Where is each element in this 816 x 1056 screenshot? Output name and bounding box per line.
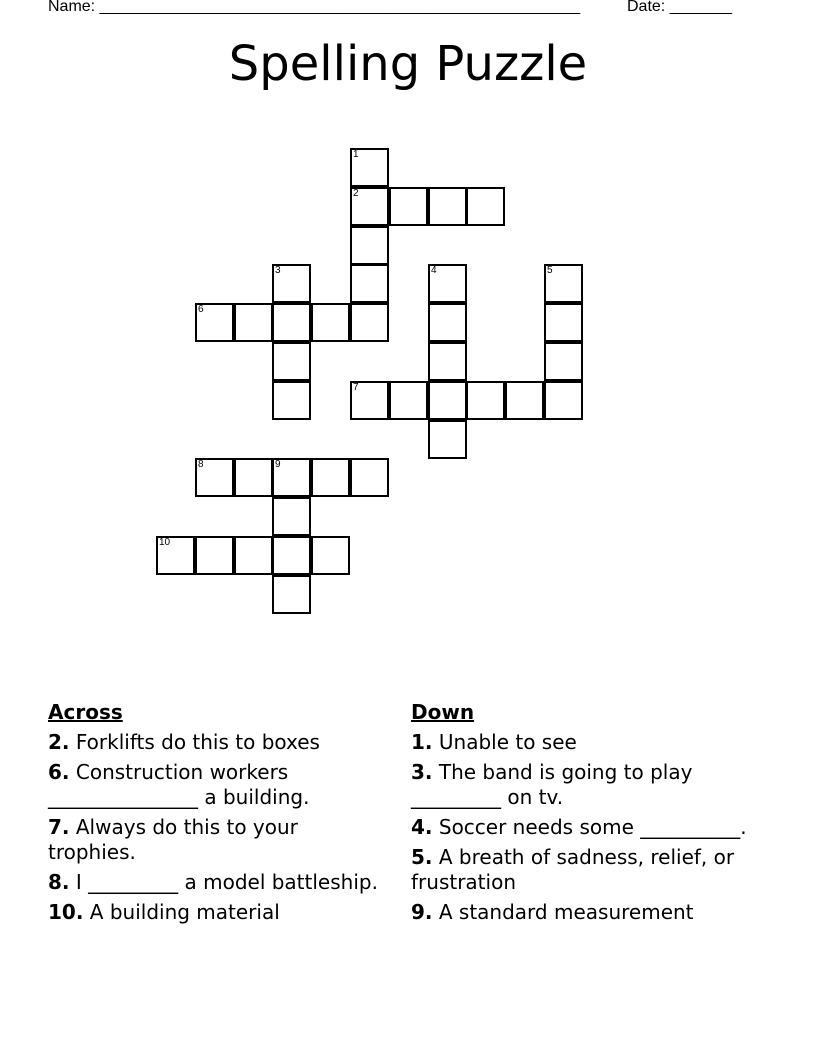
grid-cell[interactable] [234, 536, 273, 575]
clue-number: 3. [411, 760, 433, 784]
grid-cell[interactable] [505, 381, 544, 420]
grid-cell[interactable] [272, 264, 311, 303]
grid-cell[interactable] [544, 342, 583, 381]
grid-cell[interactable] [311, 303, 350, 342]
clue-text: The band is going to play _________ on tv. [411, 760, 693, 809]
across-clue-10 [48, 900, 388, 925]
cell-number: 8 [198, 459, 204, 470]
grid-cell[interactable] [272, 381, 311, 420]
grid-cell[interactable] [272, 303, 311, 342]
clue-text: A breath of sadness, relief, or frustration [411, 845, 735, 894]
clue-text: Soccer needs some __________. [438, 815, 747, 839]
grid-cell[interactable] [350, 148, 389, 187]
date-field[interactable]: Date: _______ [627, 0, 732, 15]
across-clues [48, 700, 388, 930]
grid-cell[interactable] [428, 381, 467, 420]
grid-cell[interactable] [272, 497, 311, 536]
grid-cell[interactable] [272, 458, 311, 497]
across-clue-6 [48, 760, 388, 810]
clue-number: 8. [48, 870, 70, 894]
clue-text: Forklifts do this to boxes [75, 730, 320, 754]
name-field[interactable]: Name: ______________________________________________________ [48, 0, 581, 15]
clue-number: 9. [411, 900, 433, 924]
grid-cell[interactable] [350, 187, 389, 226]
cell-number: 6 [198, 304, 204, 315]
grid-cell[interactable] [389, 381, 428, 420]
cell-number: 9 [275, 459, 281, 470]
down-clue-4 [411, 815, 751, 840]
clue-text: I _________ a model battleship. [75, 870, 378, 894]
down-clues [411, 700, 751, 930]
grid-cell[interactable] [389, 187, 428, 226]
grid-cell[interactable] [195, 458, 234, 497]
cell-number: 5 [547, 265, 553, 276]
grid-cell[interactable] [428, 420, 467, 459]
across-clue-7 [48, 815, 388, 865]
clue-number: 5. [411, 845, 433, 869]
grid-cell[interactable] [272, 575, 311, 614]
down-clue-9 [411, 900, 751, 925]
grid-cell[interactable] [311, 458, 350, 497]
down-clue-1 [411, 730, 751, 755]
across-heading: Across [48, 700, 123, 724]
grid-cell[interactable] [350, 303, 389, 342]
grid-cell[interactable] [350, 264, 389, 303]
clue-number: 10. [48, 900, 84, 924]
clue-number: 6. [48, 760, 70, 784]
grid-cell[interactable] [234, 458, 273, 497]
cell-number: 3 [275, 265, 281, 276]
down-clue-3 [411, 760, 751, 810]
down-heading: Down [411, 700, 475, 724]
grid-cell[interactable] [428, 303, 467, 342]
grid-cell[interactable] [428, 264, 467, 303]
grid-cell[interactable] [234, 303, 273, 342]
cell-number: 7 [353, 382, 359, 393]
grid-cell[interactable] [428, 342, 467, 381]
clue-number: 4. [411, 815, 433, 839]
grid-cell[interactable] [350, 226, 389, 265]
clue-number: 2. [48, 730, 70, 754]
grid-cell[interactable] [544, 381, 583, 420]
across-clue-8 [48, 870, 388, 895]
cell-number: 4 [431, 265, 437, 276]
down-clue-5 [411, 845, 751, 895]
grid-cell[interactable] [466, 381, 505, 420]
grid-cell[interactable] [195, 536, 234, 575]
cell-number: 1 [353, 149, 359, 160]
clue-number: 7. [48, 815, 70, 839]
grid-cell[interactable] [466, 187, 505, 226]
clue-text: Always do this to your trophies. [48, 815, 298, 864]
page-title: Spelling Puzzle [228, 36, 588, 92]
clue-text: A standard measurement [438, 900, 694, 924]
clue-text: Construction workers _______________ a building. [48, 760, 310, 809]
grid-cell[interactable] [350, 381, 389, 420]
cell-number: 10 [159, 537, 171, 548]
grid-cell[interactable] [544, 303, 583, 342]
grid-cell[interactable] [311, 536, 350, 575]
grid-cell[interactable] [350, 458, 389, 497]
cell-number: 2 [353, 188, 359, 199]
clue-text: Unable to see [438, 730, 577, 754]
clue-text: A building material [89, 900, 280, 924]
across-clue-2 [48, 730, 388, 755]
grid-cell[interactable] [272, 342, 311, 381]
clue-number: 1. [411, 730, 433, 754]
grid-cell[interactable] [428, 187, 467, 226]
grid-cell[interactable] [272, 536, 311, 575]
grid-cell[interactable] [544, 264, 583, 303]
grid-cell[interactable] [156, 536, 195, 575]
grid-cell[interactable] [195, 303, 234, 342]
